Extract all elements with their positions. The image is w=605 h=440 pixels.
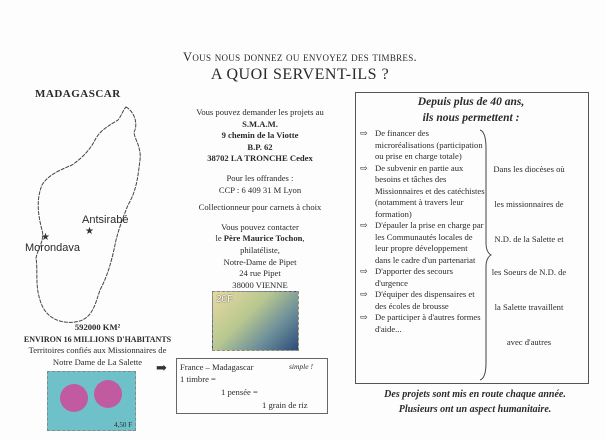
list-item bbox=[360, 266, 485, 289]
eq-line3: 1 pensée = bbox=[221, 387, 258, 397]
footer-line1: Des projets sont mis en route chaque année. bbox=[384, 389, 566, 400]
right-line: les Soeurs de N.D. de bbox=[491, 267, 567, 277]
ccp: CCP : 6 409 31 M Lyon bbox=[218, 184, 302, 195]
territory2: Notre Dame de La Salette bbox=[52, 356, 143, 367]
street: 9 chemin de la Viotte bbox=[221, 130, 299, 141]
street2: 24 rue Pipet bbox=[239, 268, 281, 279]
arrow-icon: ⇨ bbox=[360, 312, 368, 322]
star-icon: ★ bbox=[85, 226, 94, 237]
city2: 38000 VIENNE bbox=[232, 279, 288, 290]
arrow-icon: ⇨ bbox=[360, 162, 368, 173]
panel-title2: ils nous permettent : bbox=[422, 112, 520, 124]
list-item bbox=[360, 312, 485, 335]
arrow-icon: ⇨ bbox=[360, 128, 368, 138]
item-text: De subvenir en partie aux besoins et tâches des Missionnaires et des catéchistes (notamment à travers leur formation) bbox=[375, 162, 485, 219]
stamp-woman bbox=[212, 291, 299, 351]
footer-line2: Plusieurs ont un aspect humanitaire. bbox=[398, 404, 552, 415]
arrow-icon: ⇨ bbox=[360, 266, 368, 276]
item-text: De financer des microréalisations (participation ou prise en charge totale) bbox=[375, 128, 483, 161]
arrow-right-icon: ➡ bbox=[156, 360, 167, 375]
suffix: , bbox=[302, 233, 305, 244]
arrow-icon: ⇨ bbox=[360, 289, 368, 299]
right-line: la Salette travaillent bbox=[494, 302, 564, 312]
right-line: N.D. de la Salette et bbox=[494, 234, 564, 244]
stamp2-value: 4,50 F bbox=[114, 421, 132, 429]
eq-line2: 1 timbre = bbox=[180, 374, 216, 384]
offer-label: Pour les offrandes : bbox=[226, 172, 294, 183]
list-item bbox=[360, 220, 485, 266]
city: 38702 LA TRONCHE Cedex bbox=[207, 153, 313, 164]
list-item bbox=[360, 128, 485, 163]
item-text: D'épauler la prise en charge par les Communautés locales de leur propre développement dans le cadre d'un partenariat bbox=[375, 220, 484, 265]
eq-simple: simple ! bbox=[289, 362, 313, 371]
collector: Collectionneur pour carnets à choix bbox=[198, 202, 322, 213]
person: Père Maurice Tochon bbox=[223, 233, 303, 244]
prefix: le bbox=[215, 233, 224, 244]
bp: B.P. 62 bbox=[247, 141, 273, 152]
eq-line4: 1 grain de riz bbox=[262, 400, 308, 410]
role: philatéliste, bbox=[240, 244, 280, 255]
intro: Vous pouvez demander les projets au bbox=[196, 107, 324, 117]
header-line2: A QUOI SERVENT-ILS ? bbox=[210, 66, 390, 83]
arrow-icon: ⇨ bbox=[360, 220, 368, 230]
right-line: les missionnaires de bbox=[494, 199, 564, 209]
eq-line1: France – Madagascar bbox=[180, 362, 254, 372]
city-morondava: Morondava bbox=[25, 242, 81, 254]
item-text: D'équiper des dispensaires et des écoles de brousse bbox=[375, 289, 475, 311]
right-line: Dans les diocèses où bbox=[493, 164, 565, 174]
item-text: D'apporter des secours d'urgence bbox=[375, 266, 453, 288]
stamp1-value: 20F bbox=[216, 294, 234, 305]
stamp-flowers bbox=[47, 371, 136, 431]
list-item bbox=[360, 163, 485, 221]
contact-intro: Vous pouvez contacter bbox=[221, 221, 299, 232]
city-antsirabe: Antsirabé bbox=[82, 214, 129, 226]
place: Notre-Dame de Pipet bbox=[223, 256, 297, 267]
equation-box bbox=[176, 358, 328, 414]
list-item bbox=[360, 289, 485, 312]
star-icon: ★ bbox=[41, 232, 50, 243]
purpose-list bbox=[360, 128, 485, 335]
area: 592000 KM² bbox=[74, 322, 121, 332]
contact-block bbox=[170, 107, 350, 291]
header-line1: Vous nous donnez ou envoyez des timbres. bbox=[183, 50, 417, 64]
item-text: De participer à d'autres formes d'aide... bbox=[375, 312, 481, 334]
population: ENVIRON 16 MILLIONS D'HABITANTS bbox=[23, 334, 172, 344]
org: S.M.A.M. bbox=[242, 118, 278, 129]
territory1: Territoires confiés aux Missionnaires de bbox=[28, 345, 167, 356]
panel-title1: Depuis plus de 40 ans, bbox=[417, 96, 525, 108]
right-line: avec d'autres bbox=[506, 337, 552, 347]
map-title: MADAGASCAR bbox=[35, 88, 121, 100]
